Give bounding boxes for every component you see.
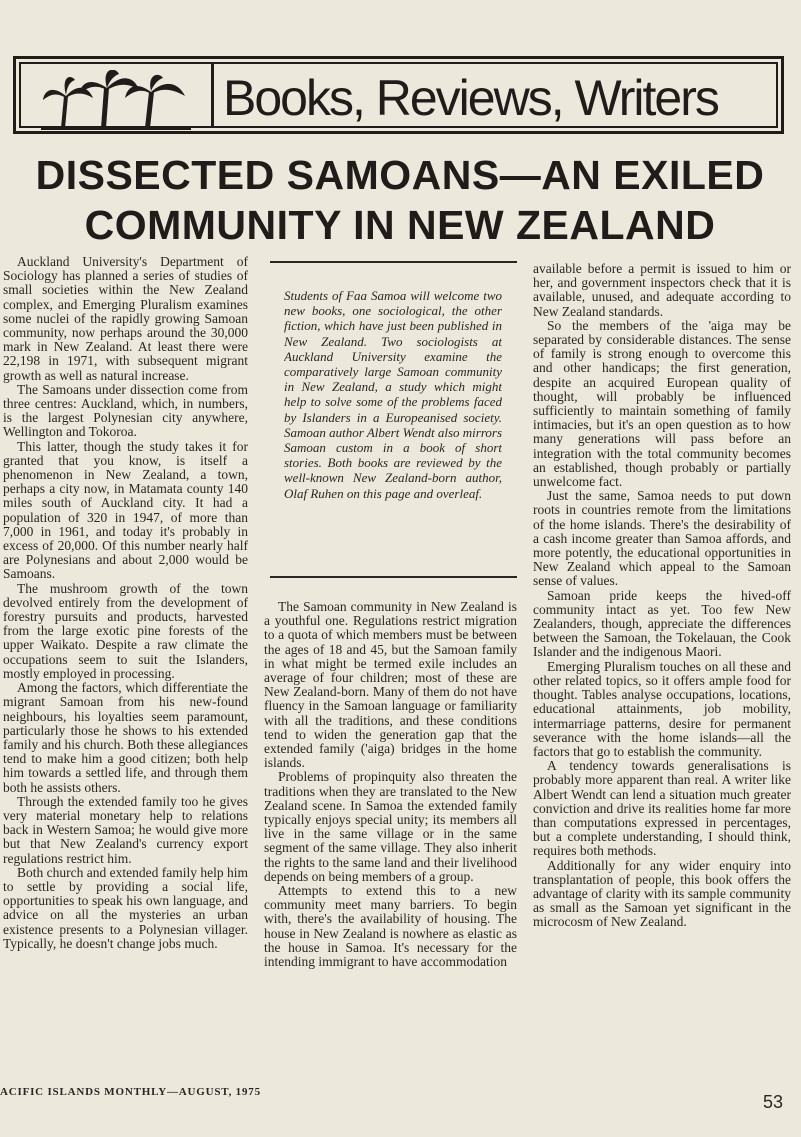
intro-bottom-rule xyxy=(270,576,517,578)
paragraph: available before a permit is issued to him or her, and government inspectors check that it is available, unused, and adequate according to New Zealand standards. xyxy=(533,262,791,319)
paragraph: Among the factors, which differentiate the migrant Samoan from his new-found neighbours, his loyalties seem paramount, particularly those he shows to his extended family and his church. Both these allegiances tend to make him a good citizen; both help him towards a settled life, and through them both he assists others. xyxy=(3,680,248,795)
paragraph: Both church and extended family help him to settle by providing a social life, opportunities to speak his own language, and advice on all the mysteries an urban existence presents to a Polynesian villager. Typically, he doesn't change jobs much. xyxy=(3,864,248,951)
paragraph: So the members of the 'aiga may be separated by considerable distances. The sense of family is strong enough to overcome this and other handicaps; the first generation, despite an acquired European quality of thought, will probably be influenced sufficiently to maintain something of family intimacies, but it's an open question as to how many generations will pass before an integration with the total community becomes an established, though probably or partially unwelcome fact. xyxy=(533,317,791,490)
paragraph: The Samoan community in New Zealand is a youthful one. Regulations restrict migration to a quota of which members must be between the ages of 18 and 45, but the Samoan family in what might be termed exile includes an average of four children; most of these are New Zealand-born. Many of them do not have fluency in the Samoan language or familiarity with all the traditions, and these conditions tend to widen the generation gap that the extended family ('aiga) bridges in the home islands. xyxy=(264,600,517,771)
body-column-3 xyxy=(533,262,791,1077)
paragraph: Emerging Pluralism touches on all these and other related topics, so it offers ample food for thought. Tables analyse occupations, locations, educational attainments, job mobility, intermarriage patterns, desire for permanent severance with the home islands—all the factors that go to establish the community. xyxy=(533,658,791,759)
palm-trees-logo-icon xyxy=(41,70,191,130)
section-title: Books, Reviews, Writers xyxy=(223,70,718,126)
paragraph: This latter, though the study takes it for granted that you know, is itself a phenomenon in New Zealand, a town, perhaps a city now, in Matamata county 140 miles south of Auckland city. It had a population of 320 in 1947, of more than 7,000 in 1961, and today it's probably in excess of 20,000. Of this number nearly half are Polynesians and about 2,000 would be Samoans. xyxy=(3,438,248,582)
body-column-2 xyxy=(264,600,517,1075)
section-banner xyxy=(13,56,784,134)
article-headline: DISSECTED SAMOANS—AN EXILED COMMUNITY IN NEW ZEALAND xyxy=(35,152,765,248)
banner-inner-frame xyxy=(19,62,778,128)
banner-divider xyxy=(211,64,214,126)
paragraph: A tendency towards generalisations is probably more apparent than real. A writer like Albert Wendt can lend a situation much greater conviction and drive its realities home far more than computations expressed in percentages, but a complete understanding, I should think, requires both methods. xyxy=(533,758,791,859)
paragraph: Samoan pride keeps the hived-off community intact as yet. Too few New Zealanders, though, appreciate the differences between the Samoan, the Tokelauan, the Cook Islander and the indigenous Maori. xyxy=(533,587,791,660)
intro-standfirst: Students of Faa Samoa will welcome two new books, one sociological, the other fiction, which have just been published in New Zealand. Two sociologists at Auckland University examine the comparatively large Samoan community in New Zealand, a study which might help to solve some of the problems faced by Islanders in a Europeanised society. Samoan author Albert Wendt also mirrors Samoan custom in a book of short stories. Both books are reviewed by the well-known New Zealand-born author, Olaf Ruhen on this page and overleaf. xyxy=(284,288,502,501)
body-column-1 xyxy=(3,255,248,1070)
paragraph: Just the same, Samoa needs to put down roots in countries remote from the limitations of the home islands. There's the desirability of a cash income greater than Samoa affords, and more potently, the educational opportunities in New Zealand which appeal to the Samoan sense of values. xyxy=(533,488,791,589)
paragraph: The mushroom growth of the town devolved entirely from the development of forestry pursuits and products, harvested from the large exotic pine forests of the upper Waikato. Despite a raw climate the occupations seem to suit the Islanders, mostly employed in processing. xyxy=(3,580,248,681)
paragraph: Attempts to extend this to a new community meet many barriers. To begin with, there's the availability of housing. The house in New Zealand is nowhere as elastic as the house in Samoa. It's necessary for the intending immigrant to have accommodation xyxy=(264,883,517,970)
paragraph: Additionally for any wider enquiry into transplantation of people, this book offers the advantage of clarity with its sample community as small as the Samoan yet significant in the microcosm of New Zealand. xyxy=(533,857,791,930)
paragraph: Problems of propinquity also threaten the traditions when they are translated to the New Zealand scene. In Samoa the extended family typically enjoys special unity; its members all live in the same village or in the same segment of the same village. They also inherit the rights to the same land and their livelihood depends on being members of a group. xyxy=(264,769,517,884)
page-number: 53 xyxy=(762,1092,783,1112)
paragraph: The Samoans under dissection come from three centres: Auckland, which, in numbers, is the largest Polynesian city anywhere, Wellington and Tokoroa. xyxy=(3,381,248,440)
intro-top-rule xyxy=(270,261,517,263)
paragraph: Auckland University's Department of Sociology has planned a series of studies of small societies within the New Zealand complex, and Emerging Pluralism examines some nuclei of the rapidly growing Samoan community, now perhaps around the 30,000 mark in New Zealand. At least there were 22,198 in 1971, with subsequent migrant growth as well as natural increase. xyxy=(3,255,248,383)
publication-footer: ACIFIC ISLANDS MONTHLY—AUGUST, 1975 xyxy=(0,1086,261,1098)
paragraph: Through the extended family too he gives very material monetary help to relations back in Western Samoa; he would give more but that New Zealand's currency export regulations restrict him. xyxy=(3,793,248,866)
